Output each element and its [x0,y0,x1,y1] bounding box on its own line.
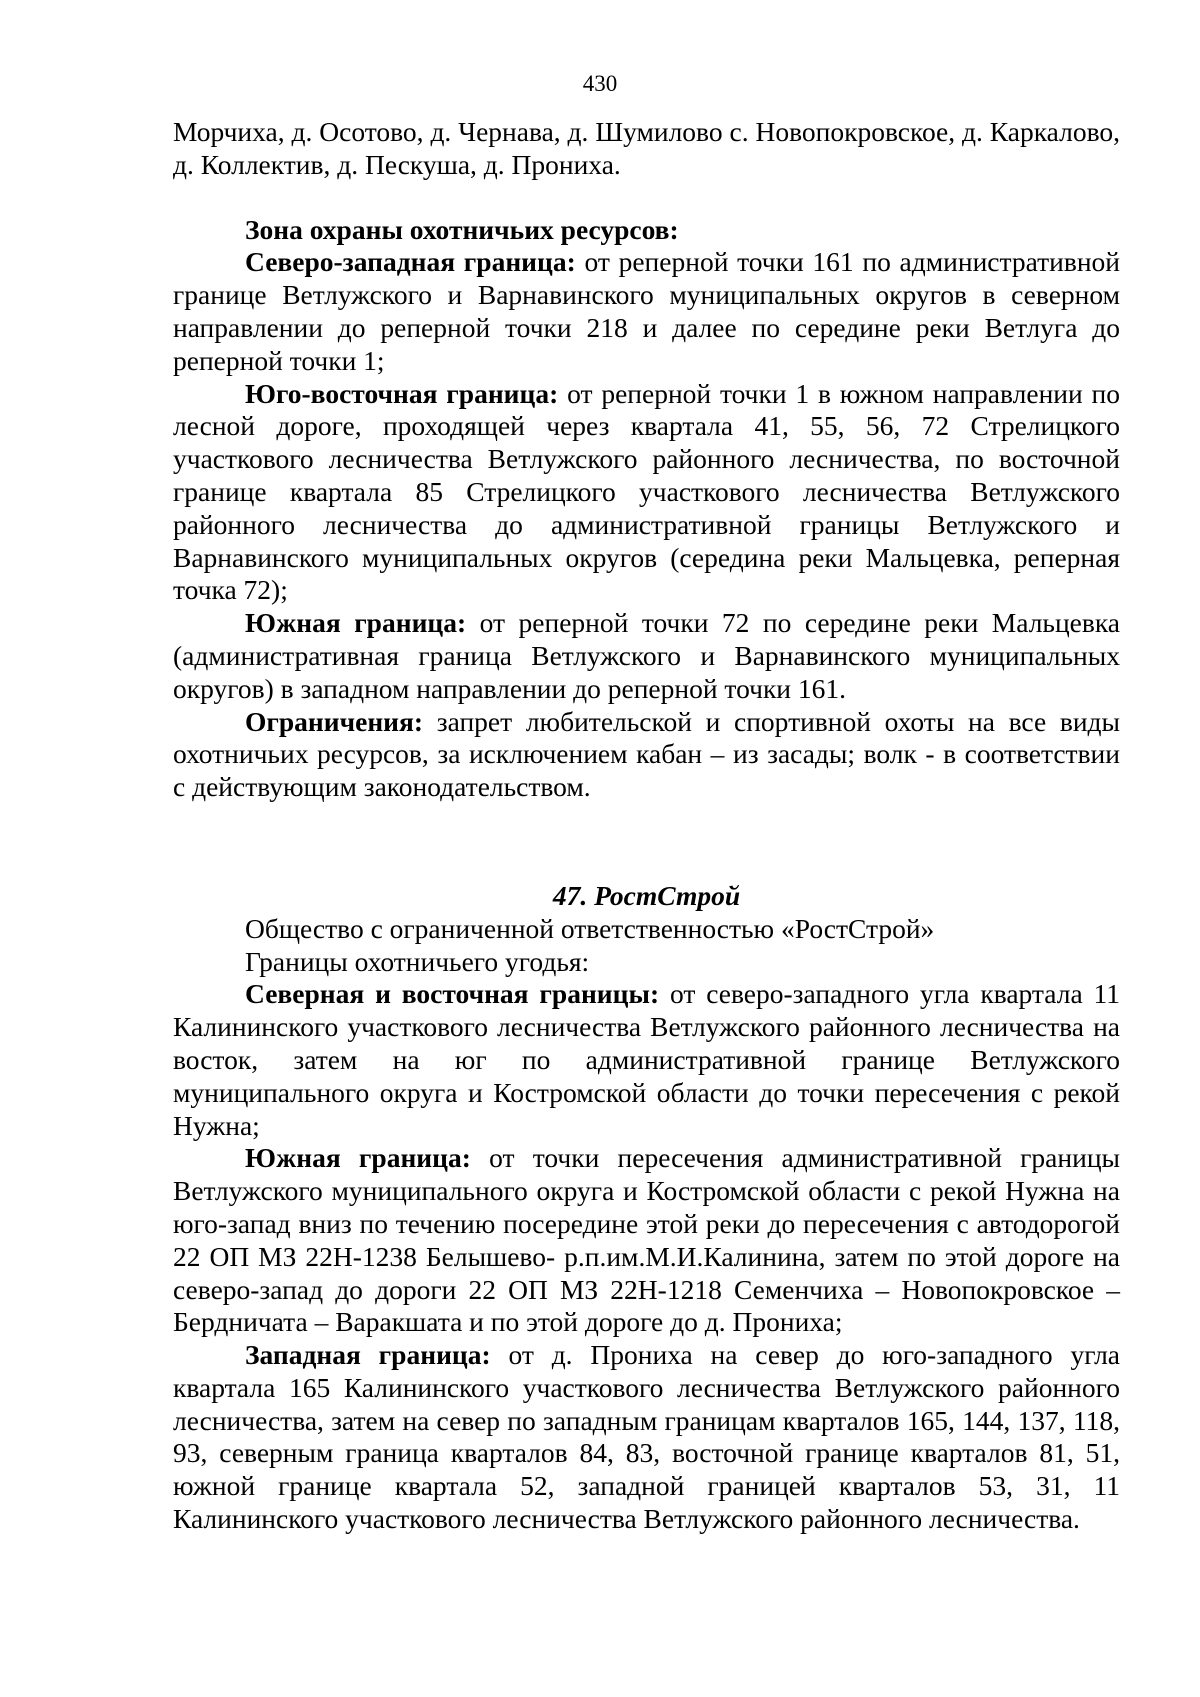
west-boundary-text: от д. Прониха на север до юго-западного угла квартала 165 Калининского участкового лесничества Ветлужского районного лесничества, затем на север по западным границам кварталов 165, 144, 137, 118, 93, северным граница кварталов 84, 83, восточной границе кварталов 81, 51, южной границе квартала 52, западной границей кварталов 53, 31, 11 Калининского участкового лесничества Ветлужского районного лесничества. [173,1339,1121,1535]
west-boundary-paragraph [173,1339,1120,1536]
north-east-boundary-text: от северо-западного угла квартала 11 Калининского участкового лесничества Ветлужского районного лесничества на восток, затем на юг по административной границе Ветлужского муниципального округа и Костромской области до точки пересечения с рекой Нужна; [173,978,1120,1141]
document-body [173,116,1120,1536]
restrictions-label: Ограничения: [245,705,424,737]
protection-northwest-label: Северо-западная граница: [245,246,576,278]
south-boundary-text: от точки пересечения административной границы Ветлужского муниципального округа и Костромской области с рекой Нужна на юго-запад вниз по течению посередине этой реки до пересечения с автодорогой 22 ОП МЗ 22Н-1238 Белышево- р.п.им.М.И.Калинина, затем по этой дороге на северо-запад до дороги 22 ОП МЗ 22Н-1218 Семенчиха – Новопокровское – Бердничата – Варакшата и по этой дороге до д. Прониха; [173,1142,1121,1338]
north-east-boundary-paragraph [173,978,1120,1142]
continuation-paragraph: Морчиха, д. Осотово, д. Чернава, д. Шумилово с. Новопокровское, д. Каркалово, д. Коллектив, д. Пескуша, д. Прониха. [173,116,1120,180]
spacer [173,182,1120,214]
protection-south-paragraph [173,607,1120,705]
organization-name: Общество с ограниченной ответственностью «РостСтрой» [245,912,935,944]
south-boundary-paragraph [173,1142,1120,1339]
protection-northwest-text: от реперной точки 161 по административной границе Ветлужского и Варнавинского муниципальных округов в северном направлении до реперной точки 218 и далее по середине реки Ветлуга до реперной точки 1; [173,246,1121,376]
north-east-boundary-label: Северная и восточная границы: [245,978,660,1010]
restrictions-text: запрет любительской и спортивной охоты на все виды охотничьих ресурсов, за исключением кабан – из засады; волк - в соответствии с действующим законодательством. [173,705,1120,803]
protection-northwest-paragraph [173,246,1120,377]
restrictions-paragraph [173,706,1120,804]
protection-zone-heading: Зона охраны охотничьих ресурсов: [245,213,679,245]
protection-southeast-paragraph [173,378,1120,608]
boundaries-intro: Границы охотничьего угодья: [245,945,590,977]
section-title: 47. РостСтрой [552,879,741,911]
protection-southeast-text: от реперной точки 1 в южном направлении по лесной дороге, проходящей через квартала 41, 55, 56, 72 Стрелицкого участкового лесничества Ветлужского районного лесничества, по восточной границе квартала 85 Стрелицкого участкового лесничества Ветлужского районного лесничества до административной границы Ветлужского и Варнавинского муниципальных округов (середина реки Мальцевка, реперная точка 72); [173,377,1121,606]
south-boundary-label: Южная граница: [245,1142,471,1174]
protection-south-text: от реперной точки 72 по середине реки Мальцевка (административная граница Ветлужского и Варнавинского муниципальных округов) в западном направлении до реперной точки 161. [173,607,1121,704]
protection-southeast-label: Юго-восточная граница: [245,377,559,409]
page-number: 430 [582,71,618,96]
spacer [173,804,1120,880]
west-boundary-label: Западная граница: [245,1339,491,1371]
protection-south-label: Южная граница: [245,607,467,639]
